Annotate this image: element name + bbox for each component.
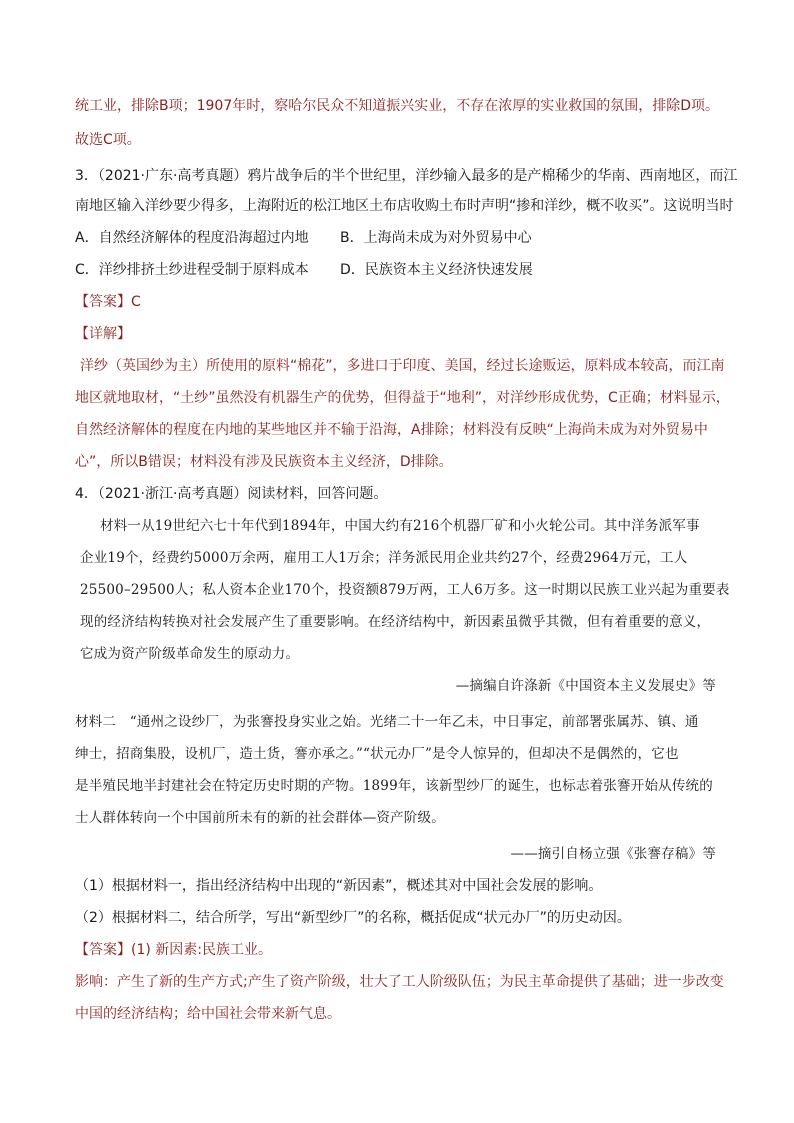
q4-sub-question-2: （2）根据材料二，结合所学，写出“新型纱厂”的名称，概括促成“状元办厂”的历史动因。 — [75, 910, 631, 926]
q3-detail-line-1: 洋纱（英国纱为主）所使用的原料“棉花”，多进口于印度、美国，经过长途贩运，原料成本较高，而江南 — [80, 358, 725, 374]
material-2-line-2: 绅士，招商集股，设机厂，造土货，謇亦承之。”“状元办厂”是令人惊异的，但却决不是偶然的，它也 — [75, 746, 679, 762]
material-2-line-4: 士人群体转向一个中国前所未有的新的社会群体—资产阶级。 — [75, 810, 445, 826]
q4-stem: 4．（2021·浙江·高考真题）阅读材料，回答问题。 — [75, 486, 388, 502]
material-1-source: —摘编自许涤新《中国资本主义发展史》等 — [455, 678, 716, 694]
material-2-line-1: 材料二 “通州之设纱厂，为张謇投身实业之始。光绪二十一年乙未，中日事定，前部署张属苏、镇、通 — [75, 714, 699, 730]
prev-explanation-line-2: 故选C项。 — [75, 132, 141, 148]
material-1-line-4: 现的经济结构转换对社会发展产生了重要影响。在经济结构中，新因素虽微乎其微，但有着重要的意义， — [80, 614, 711, 630]
prev-explanation-line-1: 统工业，排除B项；1907年时，察哈尔民众不知道振兴实业，不存在浓厚的实业救国的氛围，排除D项。 — [75, 98, 720, 114]
q4-sub-question-1: （1）根据材料一，指出经济结构中出现的“新因素”，概述其对中国社会发展的影响。 — [75, 878, 603, 894]
material-2-line-3: 是半殖民地半封建社会在特定历史时期的产物。1899年，该新型纱厂的诞生，也标志着张謇开始从传统的 — [75, 778, 713, 794]
q4-impact-line-1: 影响：产生了新的生产方式;产生了资产阶级，壮大了工人阶级队伍；为民主革命提供了基础；进一步改变 — [75, 974, 724, 990]
q3-detail-line-2: 地区就地取材，“土纱”虽然没有机器生产的优势，但得益于“地利”，对洋纱形成优势，C正确；材料显示， — [75, 390, 730, 406]
q3-stem-line-2: 南地区输入洋纱要少得多，上海附近的松江地区土布店收购土布时声明“掺和洋纱，概不收买”。这说明当时 — [75, 198, 734, 214]
material-1-line-5: 它成为资产阶级革命发生的原动力。 — [80, 646, 300, 662]
q3-answer: 【答案】C — [75, 294, 141, 310]
q3-option-b: B．上海尚未成为对外贸易中心 — [340, 230, 532, 246]
q3-option-c: C．洋纱排挤土纱进程受制于原料成本 — [75, 262, 309, 278]
q3-detail-line-4: 心”，所以B错误；材料没有涉及民族资本主义经济，D排除。 — [75, 454, 453, 470]
q3-option-a: A．自然经济解体的程度沿海超过内地 — [75, 230, 309, 246]
material-2-source: ——摘引自杨立强《张謇存稿》等 — [510, 846, 716, 862]
q4-answer-1: 【答案】(1) 新因素:民族工业。 — [75, 942, 272, 958]
material-1-line-2: 企业19个，经费约5000万余两，雇用工人1万余；洋务派民用企业共约27个，经费2964万元，工人 — [80, 550, 688, 566]
material-1-line-1: 材料一从19世纪六七十年代到1894年，中国大约有216个机器厂矿和小火轮公司。其中洋务派军事 — [100, 518, 700, 534]
q4-impact-line-2: 中国的经济结构；给中国社会带来新气息。 — [75, 1006, 341, 1022]
q3-stem-line-1: 3．（2021·广东·高考真题）鸦片战争后的半个世纪里，洋纱输入最多的是产棉稀少的华南、西南地区，而江 — [75, 168, 738, 184]
q3-option-d: D．民族资本主义经济快速发展 — [340, 262, 533, 278]
q3-detail-line-3: 自然经济解体的程度在内地的某些地区并不输于沿海，A排除；材料没有反映“上海尚未成为对外贸易中 — [75, 422, 708, 438]
material-1-line-3: 25500–29500人；私人资本企业170个，投资额879万两，工人6万多。这一时期以民族工业兴起为重要表 — [80, 582, 730, 598]
q3-detail-title: 【详解】 — [75, 326, 131, 342]
